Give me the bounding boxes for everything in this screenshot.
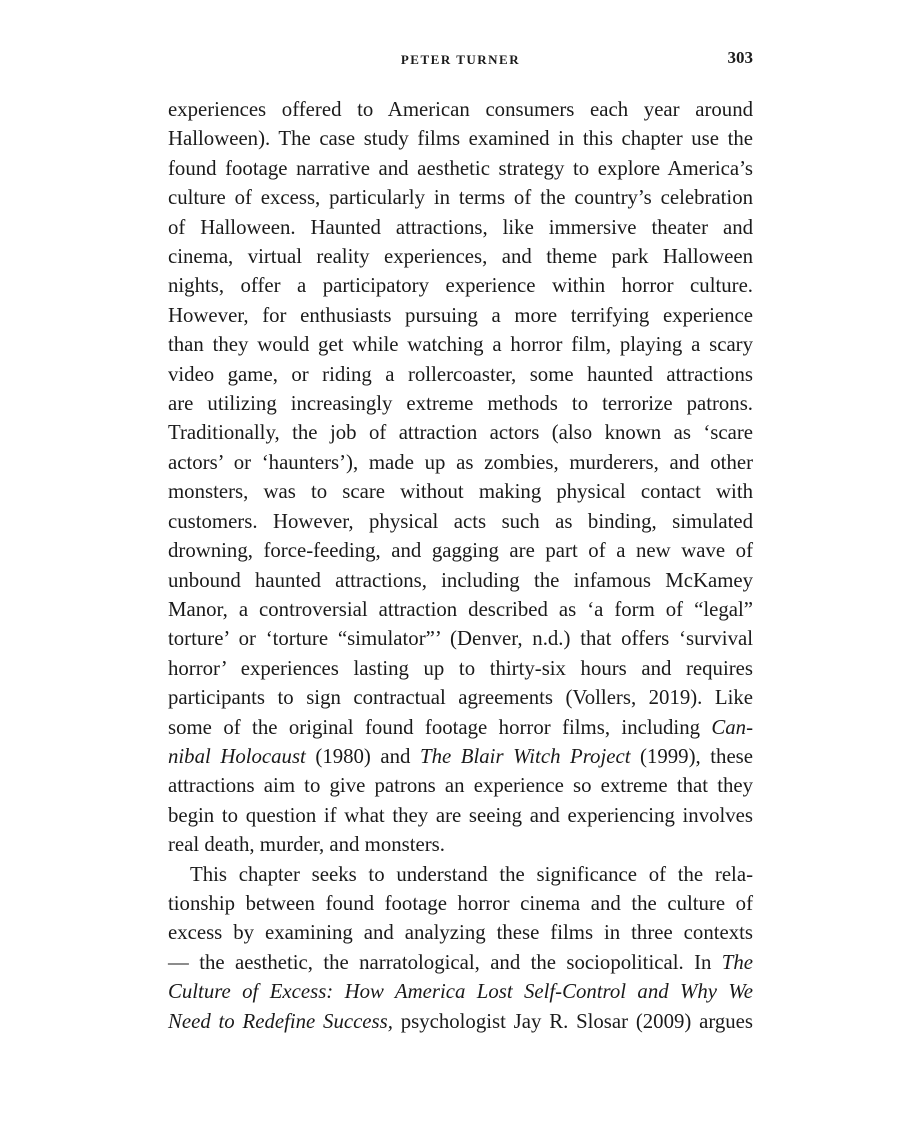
italic-text: Can- (711, 715, 753, 739)
text-run: Manor, a controversial attraction described as ‘a form of “legal” (168, 597, 753, 621)
text-run: (1980) and (305, 744, 421, 768)
text-line (168, 654, 753, 683)
text-line (168, 713, 753, 742)
text-run: actors’ or ‘haunters’), made up as zombies, murderers, and other (168, 450, 753, 474)
italic-text: Need to Redefine Success, (168, 1009, 393, 1033)
text-run: horror’ experiences lasting up to thirty-six hours and requires (168, 656, 753, 680)
running-head (168, 48, 753, 68)
text-line (168, 595, 753, 624)
text-run: drowning, force-feeding, and gagging are part of a new wave of (168, 539, 753, 563)
text-line (168, 418, 753, 447)
text-run: — the aesthetic, the narratological, and the sociopolitical. In (168, 950, 722, 974)
text-run: psychologist Jay R. Slosar (2009) argues (392, 1009, 753, 1033)
text-run: torture’ or ‘torture “simulator”’ (Denver, n.d.) that offers ‘survival (168, 627, 753, 651)
text-line (168, 742, 753, 771)
text-line (168, 242, 753, 271)
text-line (168, 271, 753, 300)
paragraph (168, 860, 753, 1036)
text-run: excess by examining and analyzing these films in three contexts (168, 921, 753, 945)
italic-text: Culture of Excess: How America Lost Self-Control and Why We (168, 980, 753, 1004)
text-run: attractions aim to give patrons an experience so extreme that they (168, 774, 753, 798)
text-run: found footage narrative and aesthetic strategy to explore America’s (168, 156, 753, 180)
text-line (168, 948, 753, 977)
text-run: tionship between found footage horror cinema and the culture of (168, 891, 753, 915)
text-line (168, 477, 753, 506)
text-run: of Halloween. Haunted attractions, like immersive theater and (168, 215, 753, 239)
text-run: This chapter seeks to understand the significance of the rela- (190, 862, 753, 886)
text-run: culture of excess, particularly in terms of the country’s celebration (168, 186, 753, 210)
text-line (168, 360, 753, 389)
text-run: Traditionally, the job of attraction actors (also known as ‘scare (168, 421, 753, 445)
text-run: real death, murder, and monsters. (168, 833, 445, 857)
text-run: video game, or riding a rollercoaster, some haunted attractions (168, 362, 753, 386)
text-line (168, 124, 753, 153)
italic-text: The Blair Witch Project (420, 744, 631, 768)
text-run: experiences offered to American consumers each year around (168, 98, 753, 121)
text-run: unbound haunted attractions, including the infamous McKamey (168, 568, 753, 592)
text-line (168, 330, 753, 359)
page-number: 303 (727, 48, 753, 67)
text-line (168, 301, 753, 330)
text-line (168, 448, 753, 477)
text-line (168, 977, 753, 1006)
italic-text: nibal Holocaust (168, 744, 306, 768)
text-line (168, 213, 753, 242)
text-line (168, 889, 753, 918)
text-run: participants to sign contractual agreements (Vollers, 2019). Like (168, 686, 753, 710)
text-run: However, for enthusiasts pursuing a more terrifying experience (168, 303, 753, 327)
text-run: than they would get while watching a horror film, playing a scary (168, 333, 753, 357)
text-line (168, 183, 753, 212)
text-line (168, 389, 753, 418)
body-text (168, 95, 753, 1036)
text-line (168, 830, 753, 859)
text-line (168, 683, 753, 712)
text-run: some of the original found footage horror films, including (168, 715, 712, 739)
text-run: are utilizing increasingly extreme methods to terrorize patrons. (168, 392, 753, 416)
text-line (168, 536, 753, 565)
text-line (168, 771, 753, 800)
text-run: begin to question if what they are seeing and experiencing involves (168, 803, 753, 827)
text-run: Halloween). The case study films examined in this chapter use the (168, 127, 753, 151)
running-title: PETER TURNER (400, 52, 521, 67)
text-line (168, 95, 753, 124)
text-line (168, 801, 753, 830)
text-run: cinema, virtual reality experiences, and theme park Halloween (168, 245, 753, 269)
text-run: monsters, was to scare without making physical contact with (168, 480, 753, 504)
text-run: customers. However, physical acts such as binding, simulated (168, 509, 753, 533)
text-line (168, 1007, 753, 1036)
text-run: (1999), these (630, 744, 753, 768)
text-line (168, 154, 753, 183)
italic-text: The (721, 950, 753, 974)
text-run: nights, offer a participatory experience within horror culture. (168, 274, 753, 298)
text-line (168, 860, 753, 889)
paragraph (168, 95, 753, 860)
text-line (168, 624, 753, 653)
text-line (168, 918, 753, 947)
text-line (168, 566, 753, 595)
text-line (168, 507, 753, 536)
